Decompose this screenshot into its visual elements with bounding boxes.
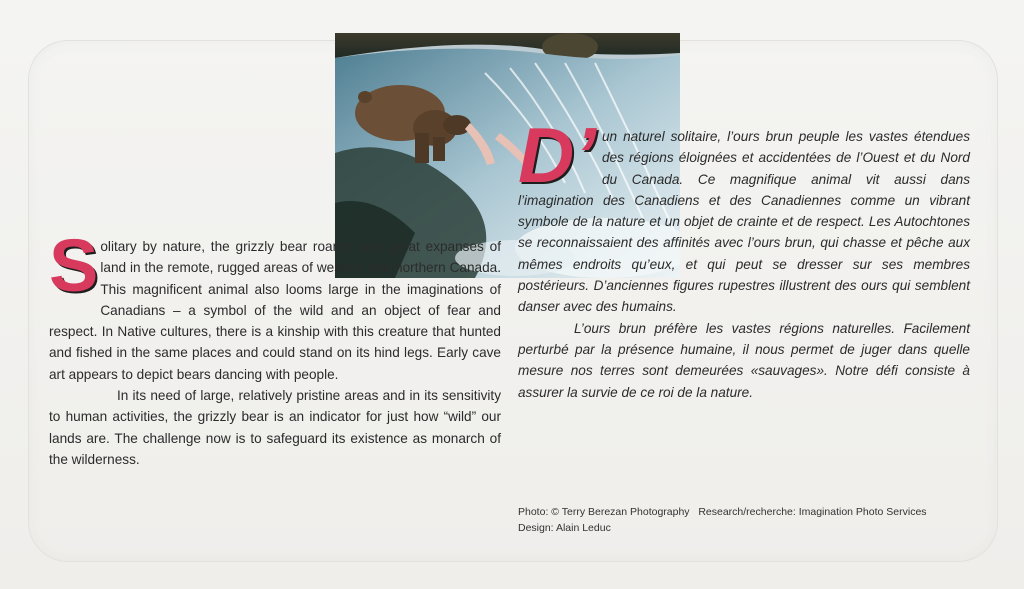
english-text-block xyxy=(49,224,501,470)
english-paragraph-2: In its need of large, relatively pristine areas and in its sensitivity to human activities, the grizzly bear is an indicator for just how “wild” our lands are. The challenge now is to safeguard its existence as monarch of the wilderness. xyxy=(49,388,501,467)
design-credit: Design: Alain Leduc xyxy=(518,522,611,534)
french-paragraph-2: L’ours brun préfère les vastes régions naturelles. Facilement perturbé par la présence humaine, il nous permet de juger dans quelle mesure nos terres sont demeurées «sauvages». Notre défi consiste à assurer la survie de ce roi de la nature. xyxy=(518,320,970,400)
photo-credit: Photo: © Terry Berezan Photography xyxy=(518,506,690,518)
french-drop-cap: D’ xyxy=(518,111,596,199)
credits-block xyxy=(518,504,927,536)
research-credit: Research/recherche: Imagination Photo Services xyxy=(698,506,927,518)
french-text-block xyxy=(518,111,970,403)
english-paragraph-1-text: olitary by nature, the grizzly bear roams over great expanses of land in the remote, rugged areas of western and northern Canada. This magnificent animal also looms large in the imaginations of Canadians – a symbol of the wild and an object of fear and respect. In Native cultures, there is a kinship with this creature that hunted and fished in the same places and could stand on its hind legs. Early cave art appears to depict bears dancing with people. xyxy=(49,239,501,382)
english-drop-cap: S xyxy=(49,224,99,307)
french-paragraph-1 xyxy=(518,111,970,318)
english-paragraph-1 xyxy=(49,224,501,385)
french-paragraph-1-text: un naturel solitaire, l’ours brun peuple les vastes étendues des régions éloignées et accidentées de l’Ouest et du Nord du Canada. Ce magnifique animal vit aussi dans l’imagination des Canadiens et des Canadiennes comme un vibrant symbole de la nature et un objet de crainte et de respect. Les Autochtones se reconnaissaient des affinités avec l’ours brun, qui chasse et pêche aux mêmes endroits qu’eux, et qui peut se dresser sur ses membres postérieurs. D’anciennes figures rupestres illustrent des ours qui semblent danser avec des humains. xyxy=(518,129,970,315)
